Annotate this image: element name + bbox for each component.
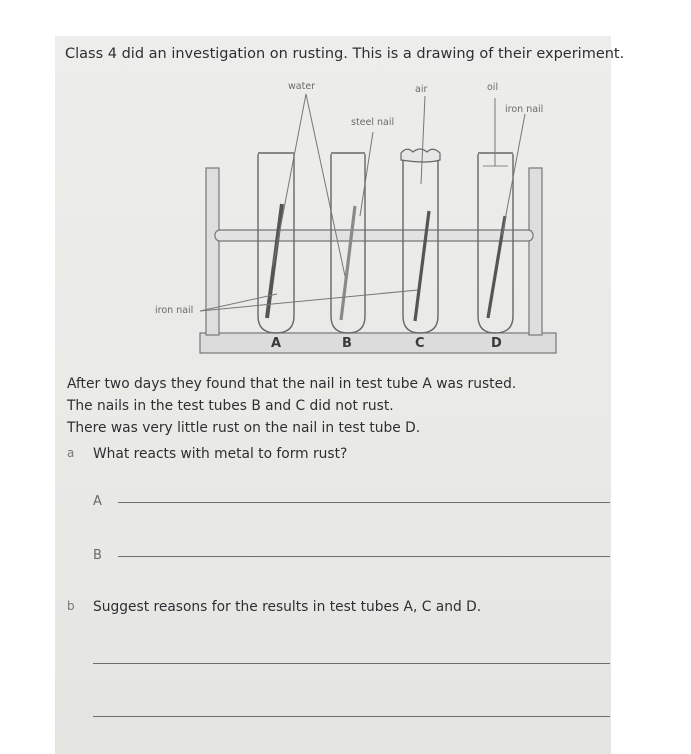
answer-a-line[interactable]: [118, 502, 610, 503]
tube-label-d: D: [491, 336, 502, 351]
tube-a: [258, 153, 294, 333]
rack-right-post: [529, 168, 542, 335]
question-b-text: Suggest reasons for the results in test tubes A, C and D.: [93, 599, 482, 615]
label-iron-nail-left: iron nail: [155, 305, 194, 316]
answer-b-line[interactable]: [118, 556, 610, 557]
diagram-drawing: [55, 36, 611, 366]
worksheet-page: [55, 36, 625, 754]
question-a-text: What reacts with metal to form rust?: [93, 446, 348, 462]
answer-b2-line[interactable]: [93, 716, 610, 717]
rack-base: [200, 333, 556, 353]
question-a-marker: a: [67, 446, 75, 460]
tube-label-a: A: [271, 336, 282, 351]
rack-bar: [215, 230, 533, 241]
answer-b1-line[interactable]: [93, 663, 610, 664]
tube-label-b: B: [342, 336, 352, 351]
label-water: water: [288, 81, 316, 92]
results-line-3: There was very little rust on the nail in test tube D.: [67, 420, 421, 436]
question-b-marker: b: [67, 599, 75, 613]
tube-b: [331, 153, 365, 333]
label-iron-nail-top: iron nail: [505, 104, 544, 115]
label-steel-nail: steel nail: [351, 117, 395, 128]
experiment-diagram: [55, 36, 611, 366]
label-air: air: [415, 84, 428, 95]
results-line-1: After two days they found that the nail in test tube A was rusted.: [67, 376, 517, 392]
intro-text: Class 4 did an investigation on rusting. This is a drawing of their experiment.: [65, 46, 625, 62]
results-line-2: The nails in the test tubes B and C did not rust.: [67, 398, 394, 414]
tube-label-c: C: [415, 336, 425, 351]
answer-b-letter: B: [93, 548, 102, 563]
label-oil: oil: [487, 82, 499, 93]
answer-a-letter: A: [93, 494, 102, 509]
tube-d: [478, 153, 513, 333]
